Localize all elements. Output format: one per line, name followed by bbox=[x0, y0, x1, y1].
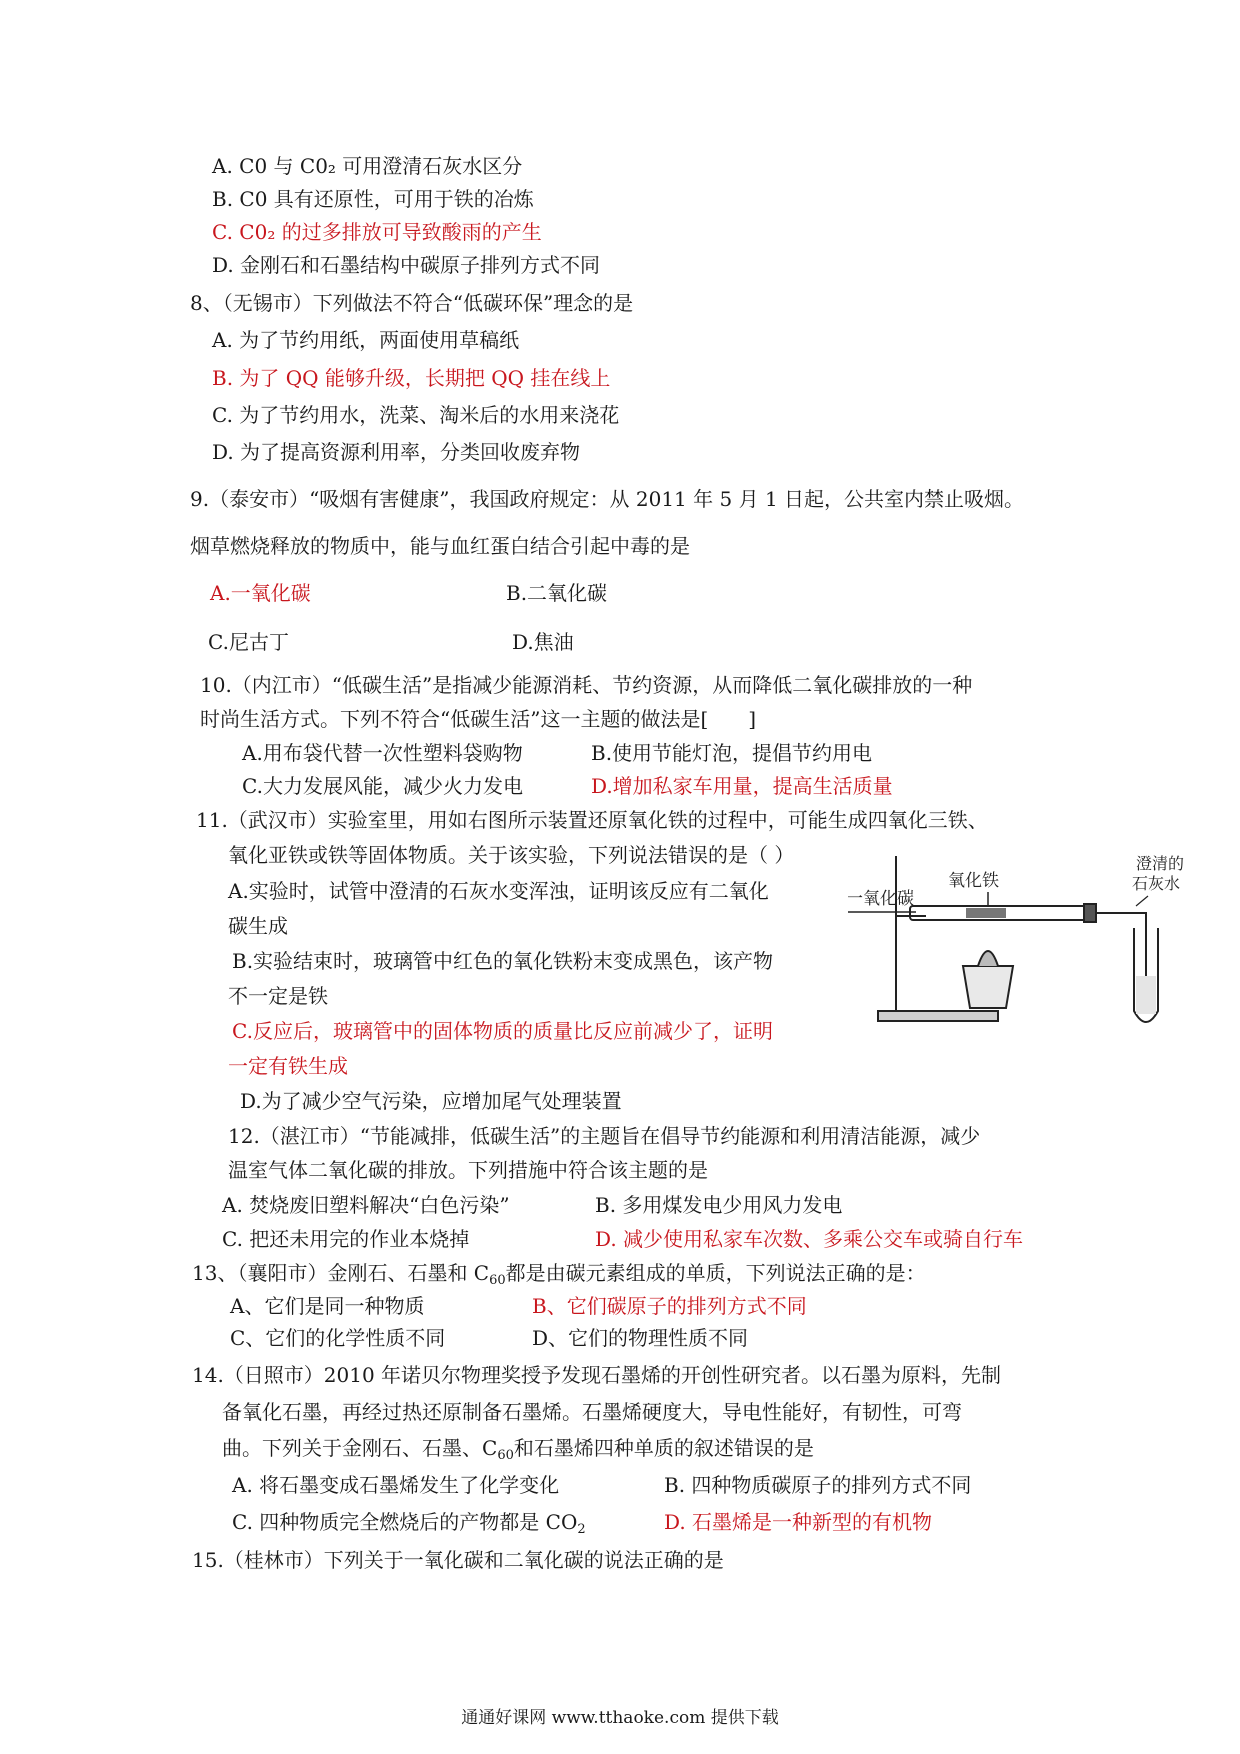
q11-stem-line1: 11.（武汉市）实验室里，用如右图所示装置还原氧化铁的过程中，可能生成四氧化三铁、 bbox=[196, 808, 988, 832]
q15-stem: 15.（桂林市）下列关于一氧化碳和二氧化碳的说法正确的是 bbox=[192, 1548, 724, 1572]
q12-option-a: A. 焚烧废旧塑料解决“白色污染” bbox=[222, 1193, 510, 1217]
q14-stem-line3-text: 曲。下列关于金刚石、石墨、C bbox=[222, 1436, 498, 1460]
q14-stem-line1: 14.（日照市）2010 年诺贝尔物理奖授予发现石墨烯的开创性研究者。以石墨为原料，先制 bbox=[192, 1363, 1002, 1387]
q14-stem-line2: 备氧化石墨，再经过热还原制备石墨烯。石墨烯硬度大，导电性能好，有韧性，可弯 bbox=[222, 1400, 962, 1424]
q10-option-d-answer: D.增加私家车用量，提高生活质量 bbox=[591, 774, 893, 798]
page-footer: 通通好课网 www.tthaoke.com 提供下载 bbox=[461, 1708, 779, 1728]
q13-c60-subscript: 60 bbox=[489, 1273, 506, 1288]
stand-base bbox=[878, 1011, 998, 1021]
co-reduction-apparatus-figure bbox=[848, 836, 1188, 1036]
q9-option-c: C.尼古丁 bbox=[208, 630, 289, 654]
q12-stem-line2: 温室气体二氧化碳的排放。下列措施中符合该主题的是 bbox=[228, 1158, 708, 1182]
q14-option-c-text: C. 四种物质完全燃烧后的产物都是 CO bbox=[232, 1510, 578, 1534]
q8-option-a: A. 为了节约用纸，两面使用草稿纸 bbox=[212, 328, 520, 352]
q11-option-d: D.为了减少空气污染，应增加尾气处理装置 bbox=[240, 1089, 622, 1113]
q8-option-c: C. 为了节约用水，洗菜、淘米后的水用来浇花 bbox=[212, 403, 620, 427]
q10-option-c: C.大力发展风能，减少火力发电 bbox=[242, 774, 523, 798]
limewater bbox=[1136, 976, 1156, 1014]
q11-option-a-line2: 碳生成 bbox=[228, 914, 288, 938]
q10-option-b: B.使用节能灯泡，提倡节约用电 bbox=[591, 741, 873, 765]
q7-option-a: A. C0 与 C0₂ 可用澄清石灰水区分 bbox=[212, 154, 523, 178]
q14-stem-line3-tail: 和石墨烯四种单质的叙述错误的是 bbox=[513, 1436, 814, 1460]
q12-option-d-answer: D. 减少使用私家车次数、多乘公交车或骑自行车 bbox=[595, 1227, 1024, 1251]
q7-option-d: D. 金刚石和石墨结构中碳原子排列方式不同 bbox=[212, 253, 601, 277]
label-limewater-line1: 澄清的 bbox=[1136, 856, 1185, 873]
alcohol-lamp bbox=[963, 966, 1013, 1008]
q10-stem-line2: 时尚生活方式。下列不符合“低碳生活”这一主题的做法是[ ] bbox=[200, 707, 757, 731]
q14-option-a: A. 将石墨变成石墨烯发生了化学变化 bbox=[232, 1473, 560, 1497]
q13-option-c: C、它们的化学性质不同 bbox=[230, 1326, 446, 1350]
stopper bbox=[1084, 904, 1096, 922]
q8-stem: 8、（无锡市）下列做法不符合“低碳环保”理念的是 bbox=[190, 291, 634, 315]
q11-option-c-answer-line2: 一定有铁生成 bbox=[228, 1054, 348, 1078]
q11-option-c-answer-line1: C.反应后，玻璃管中的固体物质的质量比反应前减少了，证明 bbox=[232, 1019, 773, 1043]
q14-option-c bbox=[232, 1508, 586, 1536]
label-limewater-line2: 石灰水 bbox=[1132, 876, 1181, 893]
q12-option-b: B. 多用煤发电少用风力发电 bbox=[595, 1193, 843, 1217]
q9-stem-line1: 9.（泰安市）“吸烟有害健康”，我国政府规定：从 2011 年 5 月 1 日起，公共室内禁止吸烟。 bbox=[190, 487, 1025, 511]
apparatus-diagram bbox=[848, 836, 1188, 1036]
label-carbon-monoxide: 一氧化碳 bbox=[848, 889, 914, 908]
q14-stem-line3 bbox=[222, 1434, 814, 1462]
q10-stem-line1: 10.（内江市）“低碳生活”是指减少能源消耗、节约资源，从而降低二氧化碳排放的一种 bbox=[200, 673, 973, 697]
q12-option-c: C. 把还未用完的作业本烧掉 bbox=[222, 1227, 470, 1251]
q14-c60-subscript: 60 bbox=[497, 1448, 514, 1463]
q11-stem-line2: 氧化亚铁或铁等固体物质。关于该实验，下列说法错误的是（ ） bbox=[228, 843, 795, 867]
iron-oxide-powder bbox=[966, 908, 1006, 918]
q7-option-c-answer: C. C0₂ 的过多排放可导致酸雨的产生 bbox=[212, 220, 542, 244]
q9-option-a-answer: A.一氧化碳 bbox=[210, 581, 311, 605]
q13-option-b-answer: B、它们碳原子的排列方式不同 bbox=[532, 1294, 807, 1318]
q13-stem-text: 13、（襄阳市）金刚石、石墨和 C bbox=[192, 1261, 490, 1285]
q9-option-b: B.二氧化碳 bbox=[506, 581, 608, 605]
q14-option-b: B. 四种物质碳原子的排列方式不同 bbox=[664, 1473, 972, 1497]
q9-stem-line2: 烟草燃烧释放的物质中，能与血红蛋白结合引起中毒的是 bbox=[190, 534, 690, 558]
q8-option-d: D. 为了提高资源利用率，分类回收废弃物 bbox=[212, 440, 581, 464]
q13-stem-tail: 都是由碳元素组成的单质，下列说法正确的是： bbox=[505, 1261, 926, 1285]
q10-option-a: A.用布袋代替一次性塑料袋购物 bbox=[242, 741, 523, 765]
q11-option-b-line1: B.实验结束时，玻璃管中红色的氧化铁粉末变成黑色，该产物 bbox=[232, 949, 774, 973]
q12-stem-line1: 12.（湛江市）“节能减排，低碳生活”的主题旨在倡导节约能源和利用清洁能源，减少 bbox=[228, 1124, 981, 1148]
q9-option-d: D.焦油 bbox=[512, 630, 574, 654]
q8-option-b-answer: B. 为了 QQ 能够升级，长期把 QQ 挂在线上 bbox=[212, 366, 611, 390]
q14-co2-subscript: 2 bbox=[577, 1522, 586, 1537]
q13-option-a: A、它们是同一种物质 bbox=[230, 1294, 425, 1318]
limewater-pointer bbox=[1136, 896, 1148, 906]
flame bbox=[978, 951, 998, 966]
q11-option-a-line1: A.实验时，试管中澄清的石灰水变浑浊，证明该反应有二氧化 bbox=[228, 879, 769, 903]
q7-option-b: B. C0 具有还原性，可用于铁的冶炼 bbox=[212, 187, 534, 211]
q13-option-d: D、它们的物理性质不同 bbox=[532, 1326, 749, 1350]
q14-option-d-answer: D. 石墨烯是一种新型的有机物 bbox=[664, 1510, 933, 1534]
q11-option-b-line2: 不一定是铁 bbox=[228, 984, 328, 1008]
q13-stem bbox=[192, 1259, 926, 1287]
label-iron-oxide: 氧化铁 bbox=[948, 871, 999, 890]
